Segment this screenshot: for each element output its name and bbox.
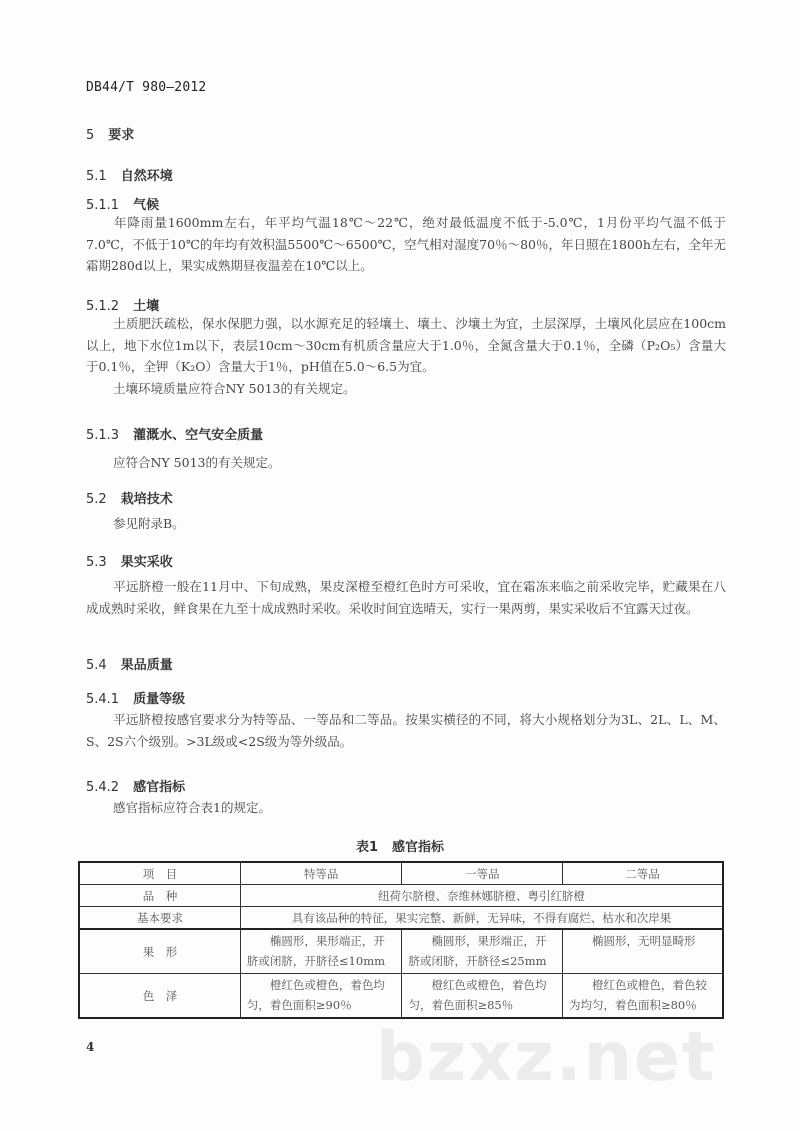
paragraph-cultivation: 参见附录B。 <box>113 516 185 531</box>
section-heading-5-4: 5.4 果品质量 <box>86 658 173 673</box>
section-heading-5-4-1: 5.4.1 质量等级 <box>86 692 186 707</box>
section-heading-5-4-2: 5.4.2 感官指标 <box>86 780 186 795</box>
table-row <box>79 907 723 930</box>
table-cell: 橙红色或橙色，着色均匀，着色面积≥85％ <box>402 974 563 1019</box>
header-cell: 特等品 <box>240 862 402 885</box>
header-cell: 一等品 <box>402 862 563 885</box>
section-heading-5-1-3: 5.1.3 灌溉水、空气安全质量 <box>86 428 264 443</box>
section-heading-5-1-2: 5.1.2 土壤 <box>86 299 160 314</box>
section-heading-5-2: 5.2 栽培技术 <box>86 492 173 507</box>
table-cell: 椭圆形，果形端正，开脐或闭脐，开脐径≤10mm <box>240 929 402 974</box>
row-label: 基本要求 <box>79 907 240 930</box>
table-header-row <box>79 862 723 885</box>
page-number: 4 <box>86 1040 95 1054</box>
header-cell: 二等品 <box>562 862 723 885</box>
section-heading-5-3: 5.3 果实采收 <box>86 555 173 570</box>
sensory-table <box>78 861 724 1019</box>
row-label: 品 种 <box>79 885 240 907</box>
table-cell: 椭圆形，无明显畸形 <box>562 929 723 974</box>
table-cell: 椭圆形，果形端正，开脐或闭脐，开脐径≤25mm <box>402 929 563 974</box>
watermark: bzxz.net <box>376 1018 717 1097</box>
paragraph-soil-quality: 土壤环境质量应符合NY 5013的有关规定。 <box>113 381 356 396</box>
paragraph-sensory: 感官指标应符合表1的规定。 <box>113 800 271 815</box>
paragraph-irrigation: 应符合NY 5013的有关规定。 <box>113 455 281 470</box>
row-label: 色 泽 <box>79 974 240 1019</box>
section-heading-5-1-1: 5.1.1 气候 <box>86 198 160 213</box>
table-row <box>79 929 723 974</box>
paragraph-climate: 年降雨量1600mm左右，年平均气温18℃～22℃，绝对最低温度不低于-5.0℃，1月份平均气温不低于7.0℃，不低于10℃的年均有效积温5500℃～6500℃，空气相对湿度70％～80％，年日照在1800h左右，全年无霜期280d以上，果实成熟期昼夜温差在10℃以上。 <box>86 215 727 273</box>
section-heading-5-1: 5.1 自然环境 <box>86 169 173 184</box>
standard-code: DB44/T 980—2012 <box>86 80 207 95</box>
table-caption: 表1 感官指标 <box>355 840 445 855</box>
row-label: 果 形 <box>79 929 240 974</box>
paragraph-grade: 平远脐橙按感官要求分为特等品、一等品和二等品。按果实横径的不同，将大小规格划分为3L、2L、L、M、S、2S六个级别。>3L级或<2S级为等外级品。 <box>86 712 726 749</box>
merged-cell: 纽荷尔脐橙、奈维林娜脐橙、粤引红脐橙 <box>240 885 723 907</box>
merged-cell: 具有该品种的特征，果实完整、新鲜，无异味，不得有腐烂、枯水和次岸果 <box>240 907 723 930</box>
header-cell: 项 目 <box>79 862 240 885</box>
table-row <box>79 974 723 1019</box>
table-cell: 橙红色或橙色，着色较为均匀，着色面积≥80％ <box>562 974 723 1019</box>
section-heading-5: 5 要求 <box>86 128 135 143</box>
paragraph-harvest: 平远脐橙一般在11月中、下旬成熟，果皮深橙至橙红色时方可采收，宜在霜冻来临之前采收完毕，贮藏果在八成成熟时采收，鲜食果在九至十成成熟时采收。采收时间宜选晴天，实行一果两剪，果实采收后不宜露天过夜。 <box>86 579 726 616</box>
paragraph-soil: 土质肥沃疏松，保水保肥力强，以水源充足的轻壤土、壤土、沙壤土为宜，土层深厚，土壤风化层应在100cm以上，地下水位1m以下，表层10cm～30cm有机质含量应大于1.0％，全氮含量大于0.1％，全磷（P₂O₅）含量大于0.1％，全钾（K₂O）含量大于1％，pH值在5.0～6.5为宜。 <box>86 316 726 374</box>
table-row <box>79 885 723 907</box>
table-cell: 橙红色或橙色，着色均匀，着色面积≥90％ <box>240 974 402 1019</box>
